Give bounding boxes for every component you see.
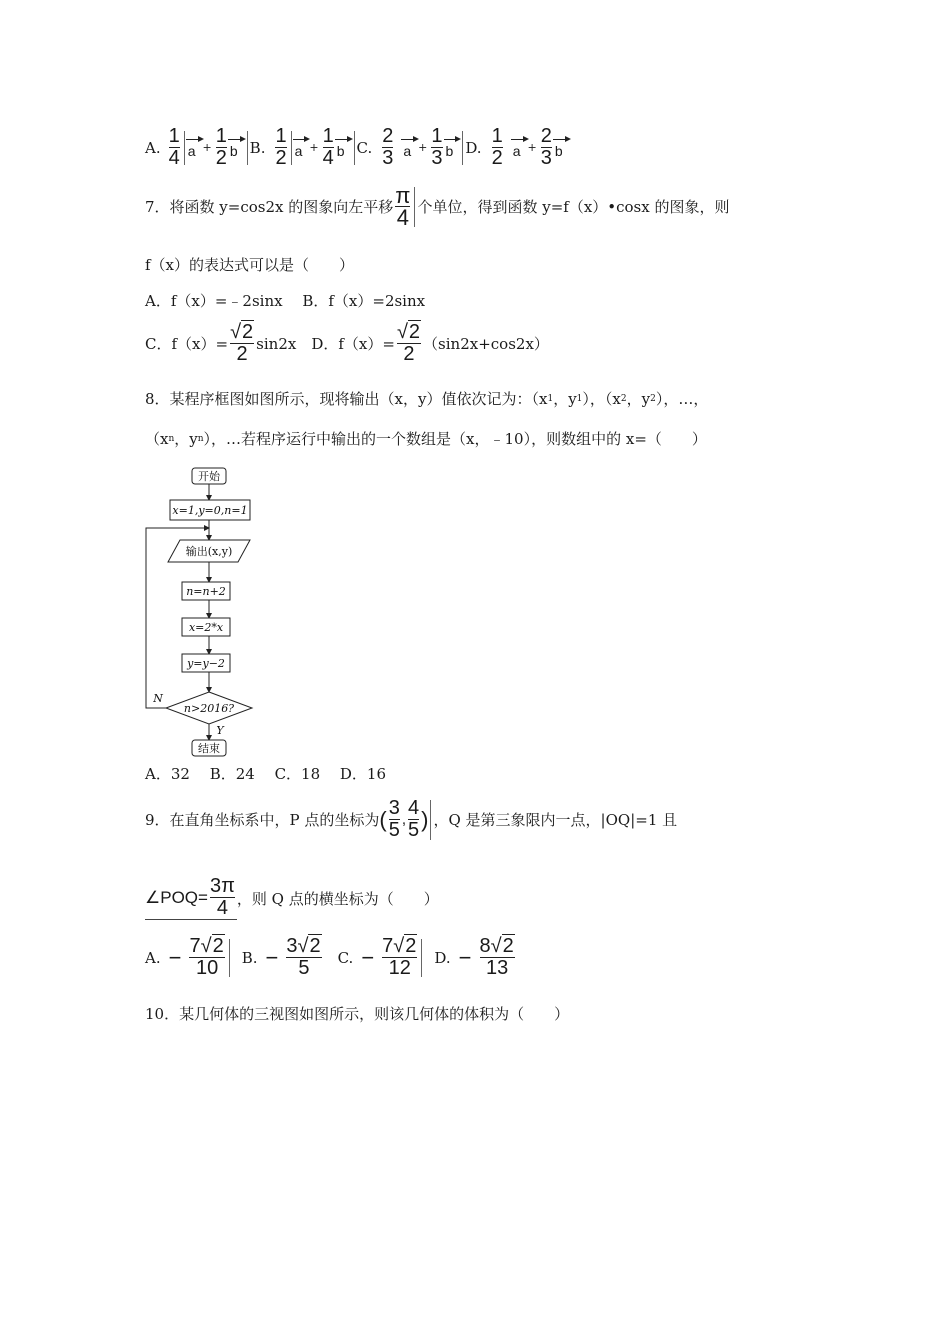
- program-flowchart: [140, 462, 270, 760]
- q7-stem-line2: f（x）的表达式可以是（ ）: [145, 256, 355, 274]
- q6-d-coef1: $\frac{1}{2}$: [491, 125, 503, 169]
- q8-options: A．32 B．24 C．18 D．16: [145, 765, 387, 783]
- vector-a: a: [188, 137, 196, 159]
- divider: [462, 131, 463, 165]
- q9-option-d-fraction: $\frac{8√2}{13}$: [479, 935, 514, 979]
- flow-yes-label: Y: [216, 724, 224, 737]
- q10-stem: 10．某几何体的三视图如图所示，则该几何体的体积为（ ）: [145, 1005, 570, 1023]
- angle-expression: ∠POQ= $\frac{3\pi}{4}$: [145, 875, 235, 919]
- q6-b-coef1: $\frac{1}{2}$: [275, 125, 287, 169]
- divider: [184, 131, 185, 165]
- vector-a: a: [403, 137, 411, 159]
- divider: [421, 939, 422, 977]
- q9-stem-line2: ∠POQ= $\frac{3\pi}{4}$ ，则 Q 点的横坐标为（ ）: [145, 875, 439, 919]
- q6-d-coef2: $\frac{2}{3}$: [540, 125, 552, 169]
- divider: [430, 800, 431, 840]
- vector-a: a: [295, 137, 303, 159]
- q9-px-fraction: $\frac{3}{5}$: [388, 797, 400, 841]
- vector-a: a: [513, 137, 521, 159]
- flow-output-label: 输出(x,y): [185, 545, 233, 558]
- q6-a-coef2: $\frac{1}{2}$: [215, 125, 227, 169]
- flow-init-label: x=1,y=0,n=1: [172, 504, 248, 517]
- q9-options: A. − $\frac{7√2}{10}$ B. − $\frac{3√2}{5}$ C. − $\frac{7√2}{12}$ D. − $\frac{8√2}{13}$: [145, 935, 514, 979]
- q6-option-a-label: A.: [145, 138, 161, 157]
- divider: [247, 131, 248, 165]
- divider: [354, 131, 355, 165]
- q7-shift-fraction: $\frac{\pi}{4}$: [395, 183, 411, 230]
- q7-stem-line1: 7．将函数 y=cos2x 的图象向左平移 $\frac{\pi}{4}$ 个单位，得到函数 y=f（x）•cosx 的图象，则: [145, 183, 730, 230]
- q9-angle-fraction: $\frac{3\pi}{4}$: [209, 875, 235, 919]
- vector-b: b: [337, 137, 345, 159]
- q6-b-coef2: $\frac{1}{4}$: [322, 125, 334, 169]
- q7-options-cd: C．f（x）= $\frac{√2}{2}$ sin2x D．f（x）= $\frac{√2}{2}$ （sin2x+cos2x）: [145, 321, 549, 365]
- flow-step1-label: n=n+2: [186, 585, 226, 598]
- q6-options: A. $\frac{1}{4}$ a + $\frac{1}{2}$ b B. $\frac{1}{2}$ a + $\frac{1}{4}$ b C. $\frac{2}{3}$ a + $\frac{1}{3}$ b D. $\frac{1}{2}$ a + $\frac{2}{3}$ b: [145, 125, 563, 169]
- q6-c-coef2: $\frac{1}{3}$: [431, 125, 443, 169]
- q9-option-a-fraction: $\frac{7√2}{10}$: [189, 935, 224, 979]
- q6-option-c-label: C.: [356, 138, 373, 157]
- divider: [229, 939, 230, 977]
- q6-option-b-label: B.: [249, 138, 266, 157]
- q8-stem-line2: （x n ，y n ），…若程序运行中输出的一个数组是（x，﹣10），则数组中的 x=（ ）: [145, 430, 707, 448]
- vector-b: b: [230, 137, 238, 159]
- q7-d-fraction: $\frac{√2}{2}$: [396, 321, 421, 365]
- flow-step3-label: y=y−2: [187, 657, 225, 670]
- flow-end-label: 结束: [198, 742, 220, 755]
- q8-stem-line1: 8．某程序框图如图所示，现将输出（x，y）值依次记为：（x 1 ，y 1 ），（x 2 ，y 2 ），…，: [145, 390, 709, 408]
- divider: [291, 131, 292, 165]
- vector-b: b: [446, 137, 454, 159]
- q6-a-coef1: $\frac{1}{4}$: [168, 125, 180, 169]
- q6-option-d-label: D.: [465, 138, 482, 157]
- flow-condition-label: n>2016?: [183, 702, 235, 715]
- q6-c-coef1: $\frac{2}{3}$: [382, 125, 394, 169]
- q9-stem-line1: 9．在直角坐标系中，P 点的坐标为 ( $\frac{3}{5}$ , $\frac{4}{5}$ ) ，Q 是第三象限内一点，|OQ|=1 且: [145, 797, 678, 841]
- flow-no-label: N: [153, 692, 163, 705]
- flow-step2-label: x=2*x: [188, 621, 224, 634]
- q9-py-fraction: $\frac{4}{5}$: [408, 797, 420, 841]
- q7-c-fraction: $\frac{√2}{2}$: [230, 321, 254, 365]
- flow-start-label: 开始: [198, 470, 220, 483]
- q7-options-ab: A．f（x）=﹣2sinx B．f（x）=2sinx: [145, 292, 426, 310]
- q9-option-c-fraction: $\frac{7√2}{12}$: [382, 935, 417, 979]
- vector-b: b: [555, 137, 563, 159]
- divider: [414, 187, 415, 227]
- q9-option-b-fraction: $\frac{3√2}{5}$: [286, 935, 321, 979]
